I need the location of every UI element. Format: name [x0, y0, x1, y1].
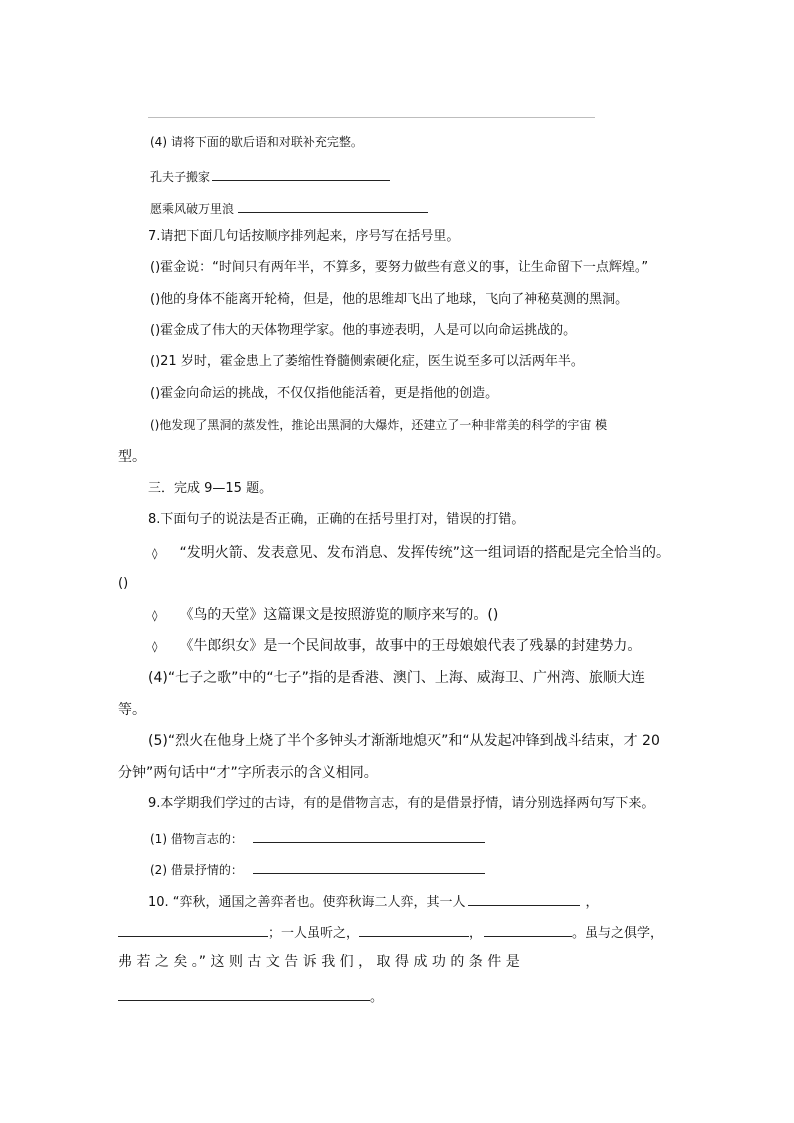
answer-blank[interactable] [484, 923, 572, 937]
q8-item-4-cont: 等。 [118, 702, 146, 718]
answer-blank[interactable] [118, 923, 268, 937]
q8-item-5: (5)“烈火在他身上烧了半个多钟头才渐渐地熄灭”和“从发起冲锋到战斗结束，才 20 [148, 733, 660, 749]
answer-blank[interactable] [238, 199, 428, 213]
q9-title: 9.本学期我们学过的古诗，有的是借物言志，有的是借景抒情，请分别选择两句写下来。 [148, 796, 655, 811]
q8-item-3 [152, 639, 641, 653]
q8-title: 8.下面句子的说法是否正确，正确的在括号里打对，错误的打错。 [148, 512, 525, 527]
q7-item: ()他发现了黑洞的蒸发性，推论出黑洞的大爆炸，还建立了一种非常美的科学的宇宙 模 [150, 418, 608, 432]
q7-title: 7.请把下面几句话按顺序排列起来，序号写在括号里。 [148, 229, 460, 244]
q8-item-2 [152, 608, 498, 622]
q4-item-a-text: 孔夫子搬家 [150, 170, 211, 184]
answer-blank[interactable] [359, 923, 469, 937]
answer-blank[interactable] [118, 987, 370, 1001]
q9-item-1 [150, 829, 485, 845]
section-heading: 三．完成 9—15 题。 [148, 481, 273, 496]
q10-text-2: ；一人虽听之， [268, 926, 360, 941]
q10-line-3: 弗 若 之 矣 。” 这 则 古 文 告 诉 我 们 ， 取 得 成 功 的 条 件 是 [118, 954, 520, 970]
diamond-bullet-icon: ◊ [152, 609, 158, 622]
q7-item-continuation: 型。 [118, 449, 146, 465]
q7-item: ()21 岁时，霍金患上了萎缩性脊髓侧索硬化症，医生说至多可以活两年半。 [150, 354, 584, 369]
q10-line-1 [148, 892, 599, 909]
q8-item-2-text: 《鸟的天堂》这篇课文是按照游览的顺序来写的。() [179, 607, 499, 623]
diamond-bullet-icon: ◊ [152, 640, 158, 653]
q9-item-1-label: (1) 借物言志的： [150, 832, 243, 846]
q10-line-4 [118, 987, 383, 1004]
q7-item: ()霍金向命运的挑战，不仅仅指他能活着，更是指他的创造。 [150, 386, 499, 401]
answer-blank[interactable] [468, 892, 580, 906]
q10-end: 。 [370, 990, 384, 1005]
q7-item: ()霍金说：“时间只有两年半，不算多，要努力做些有意义的事，让生命留下一点辉煌。” [150, 260, 649, 275]
q8-item-1-text: “发明火箭、发表意见、发布消息、发挥传统”这一组词语的搭配是完全恰当的。 [179, 545, 670, 561]
answer-blank[interactable] [253, 829, 485, 843]
answer-blank[interactable] [212, 167, 390, 181]
q9-item-2-label: (2) 借景抒情的： [150, 863, 243, 877]
answer-blank[interactable] [253, 860, 485, 874]
q8-item-4: (4)“七子之歌”中的“七子”指的是香港、澳门、上海、威海卫、广州湾、旅顺大连 [148, 670, 645, 686]
q7-item: ()他的身体不能离开轮椅，但是，他的思维却飞出了地球，飞向了神秘莫测的黑洞。 [150, 292, 629, 307]
q8-item-1 [152, 546, 670, 560]
diamond-bullet-icon: ◊ [152, 547, 158, 560]
q4-item-a [150, 167, 390, 183]
q10-comma: ， [469, 926, 483, 941]
q8-item-5-cont: 分钟”两句话中“才”字所表示的含义相同。 [118, 765, 378, 781]
q10-text-1: 10. “弈秋，通国之善弈者也。使弈秋诲二人弈，其一人 [148, 895, 466, 910]
q7-item: ()霍金成了伟大的天体物理学家。他的事迹表明，人是可以向命运挑战的。 [150, 323, 577, 338]
q10-comma: ， [585, 895, 599, 910]
q10-line-2 [118, 923, 663, 940]
q8-item-1-paren: () [118, 576, 129, 591]
q10-text-3: 。虽与之俱学， [572, 926, 664, 941]
q8-item-3-text: 《牛郎织女》是一个民间故事，故事中的王母娘娘代表了残暴的封建势力。 [179, 638, 642, 654]
q4-item-b-text: 愿乘风破万里浪 [150, 202, 235, 216]
header-divider [148, 117, 595, 118]
q4-title: (4) 请将下面的歇后语和对联补充完整。 [150, 135, 363, 149]
q9-item-2 [150, 860, 485, 876]
q4-item-b [150, 199, 428, 215]
